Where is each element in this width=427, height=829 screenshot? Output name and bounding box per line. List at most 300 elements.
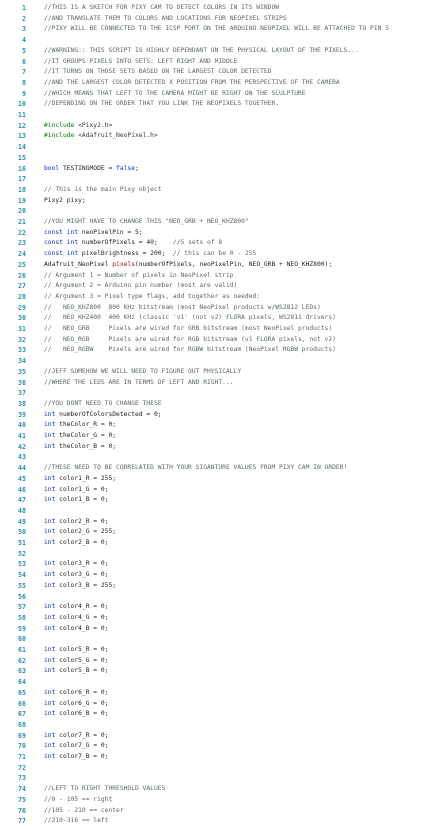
line-number: 76 bbox=[18, 806, 26, 815]
code-text bbox=[44, 78, 427, 89]
code-token-include: <Pixy2.h> bbox=[74, 121, 113, 129]
line-number: 74 bbox=[18, 785, 26, 794]
code-token-keyword: int bbox=[44, 624, 56, 632]
code-line bbox=[0, 410, 427, 421]
line-number: 77 bbox=[18, 817, 26, 826]
code-token-text: Pixy2 pixy; bbox=[44, 196, 86, 204]
code-token-keyword: int bbox=[44, 581, 56, 589]
code-line bbox=[0, 24, 427, 35]
code-token-comment: // NEO_GRB Pixels are wired for GRB bitstream (most NeoPixel products) bbox=[44, 325, 333, 332]
code-token-func: pixels bbox=[112, 260, 135, 268]
code-token-comment: //LEFT TO RIGHT THRESHOLD VALUES bbox=[44, 785, 166, 793]
code-text bbox=[44, 666, 427, 677]
line-number: 20 bbox=[18, 207, 26, 216]
line-number: 61 bbox=[18, 646, 26, 654]
code-line bbox=[0, 613, 427, 624]
code-token-text: TESTINGMODE = bbox=[59, 164, 117, 172]
code-token-comment: //0 - 105 == right bbox=[44, 795, 113, 803]
code-token-text: theColor_R = 0; bbox=[55, 421, 117, 429]
code-text bbox=[44, 399, 427, 410]
code-text bbox=[44, 645, 427, 656]
code-text bbox=[44, 570, 427, 581]
line-number: 5 bbox=[22, 46, 26, 55]
code-token-text: color5_B = 0; bbox=[55, 667, 109, 675]
code-line bbox=[0, 720, 427, 731]
code-text bbox=[44, 131, 427, 142]
line-number: 36 bbox=[18, 378, 26, 387]
code-line bbox=[0, 206, 427, 217]
line-number: 52 bbox=[18, 549, 26, 558]
line-number: 62 bbox=[18, 656, 26, 665]
code-text bbox=[44, 581, 427, 592]
code-token-text: pixelBrightness = 200; bbox=[78, 250, 173, 258]
code-token-text: color7_B = 0; bbox=[55, 753, 109, 760]
line-number: 14 bbox=[18, 143, 26, 152]
code-line bbox=[0, 624, 427, 635]
code-text bbox=[44, 271, 427, 282]
code-text bbox=[44, 431, 427, 442]
code-line bbox=[0, 431, 427, 442]
code-text bbox=[44, 559, 427, 570]
code-line bbox=[0, 35, 427, 46]
code-token-text: color4_B = 0; bbox=[55, 624, 109, 632]
code-text bbox=[44, 517, 427, 528]
code-line bbox=[0, 420, 427, 431]
code-token-text: color2_B = 0; bbox=[55, 539, 109, 546]
code-line bbox=[0, 303, 427, 314]
code-token-comment: // NEO_KHZ800 800 KHz bitstream (most NeoPixel products w/WS2812 LEDs) bbox=[44, 303, 321, 311]
code-line bbox=[0, 506, 427, 517]
code-token-include: <Adafruit_NeoPixel.h> bbox=[74, 132, 158, 140]
code-token-comment: // NEO_RGB Pixels are wired for RGB bitstream (v1 FLORA pixels, not v2) bbox=[44, 335, 336, 343]
line-number: 33 bbox=[18, 346, 26, 355]
code-token-text: theColor_B = 0; bbox=[55, 442, 117, 450]
code-line bbox=[0, 741, 427, 752]
code-line bbox=[0, 592, 427, 603]
code-token-keyword: int bbox=[44, 410, 56, 418]
line-number: 53 bbox=[18, 560, 26, 569]
code-token-keyword: const bbox=[44, 228, 63, 236]
code-line bbox=[0, 816, 427, 827]
code-token-keyword: int bbox=[44, 613, 56, 621]
code-token-keyword: int bbox=[44, 485, 56, 493]
code-line bbox=[0, 656, 427, 667]
line-number: 29 bbox=[18, 303, 26, 312]
code-token-keyword: int bbox=[44, 656, 56, 664]
line-number: 26 bbox=[18, 271, 26, 280]
line-number: 60 bbox=[18, 635, 26, 644]
code-token-keyword: int bbox=[44, 421, 56, 429]
code-text bbox=[44, 99, 427, 110]
code-line bbox=[0, 260, 427, 271]
code-token-comment: //105 - 210 == center bbox=[44, 806, 124, 814]
code-text bbox=[44, 463, 427, 474]
code-text bbox=[44, 410, 427, 421]
code-token-keyword: int bbox=[44, 603, 56, 611]
code-text bbox=[44, 784, 427, 795]
code-line bbox=[0, 153, 427, 164]
code-token-text: theColor_G = 0; bbox=[55, 432, 117, 439]
code-line bbox=[0, 89, 427, 100]
code-line bbox=[0, 78, 427, 89]
code-token-comment: //WHICH MEANS THAT LEFT TO THE CAMERA MIGHT BE RIGHT ON THE SCULPTURE bbox=[44, 89, 306, 97]
line-number: 18 bbox=[18, 185, 26, 194]
code-token-keyword: int bbox=[44, 688, 56, 696]
code-line bbox=[0, 773, 427, 784]
line-number: 27 bbox=[18, 282, 26, 291]
code-text bbox=[44, 303, 427, 314]
code-text bbox=[44, 752, 427, 763]
code-line bbox=[0, 335, 427, 346]
code-token-comment: //5 sets of 8 bbox=[172, 239, 223, 247]
code-line bbox=[0, 238, 427, 249]
code-line bbox=[0, 228, 427, 239]
code-line bbox=[0, 666, 427, 677]
code-text bbox=[44, 324, 427, 335]
code-text bbox=[44, 527, 427, 538]
line-number: 4 bbox=[22, 36, 26, 45]
code-token-comment: // Argument 3 = Pixel type flags, add together as needed: bbox=[44, 292, 261, 300]
code-token-text: (numberOfPixels, neoPixelPin, NEO_GRB + NEO_KHZ800); bbox=[135, 260, 333, 268]
code-token-keyword: int bbox=[44, 474, 56, 482]
code-token-comment: //YOU DONT NEED TO CHANGE THESE bbox=[44, 399, 162, 407]
code-line bbox=[0, 752, 427, 763]
code-line bbox=[0, 292, 427, 303]
code-token-comment: // This is the main Pixy object bbox=[44, 185, 162, 193]
code-token-keyword: false bbox=[116, 164, 136, 172]
code-line bbox=[0, 399, 427, 410]
line-number: 55 bbox=[18, 581, 26, 590]
code-text bbox=[44, 367, 427, 378]
code-token-keyword: int bbox=[66, 250, 79, 258]
code-line bbox=[0, 367, 427, 378]
line-number: 73 bbox=[18, 774, 26, 783]
code-token-comment: //THIS IS A SKETCH FOR PIXY CAM TO DETECT COLORS IN ITS WINDOW bbox=[44, 4, 280, 11]
code-text bbox=[44, 57, 427, 68]
code-token-comment: //YOU MIGHT HAVE TO CHANGE THIS "NEO_GRB + NEO_KHZ800" bbox=[44, 218, 249, 225]
code-line bbox=[0, 517, 427, 528]
line-number: 46 bbox=[18, 485, 26, 494]
code-line bbox=[0, 57, 427, 68]
code-text bbox=[44, 67, 427, 78]
line-number: 2 bbox=[22, 14, 26, 23]
line-number: 50 bbox=[18, 528, 26, 537]
code-token-text: color2_R = 0; bbox=[55, 517, 109, 525]
line-number: 40 bbox=[18, 421, 26, 430]
code-text bbox=[44, 121, 427, 132]
line-number: 58 bbox=[18, 613, 26, 622]
code-line bbox=[0, 474, 427, 485]
line-number: 28 bbox=[18, 292, 26, 301]
code-line bbox=[0, 527, 427, 538]
line-number: 47 bbox=[18, 496, 26, 505]
code-token-comment: //AND THE LARGEST COLOR DETECTED X POSITION FROM THE PERSPECTIVE OF THE CAMERA bbox=[44, 78, 340, 86]
line-number: 35 bbox=[18, 367, 26, 376]
code-text bbox=[44, 3, 427, 14]
code-token-comment: //THESE NEED TO BE CORRELATED WITH YOUR SIGANTURE VALUES FROM PIXY CAM IN ORDER! bbox=[44, 464, 348, 472]
code-token-comment: //WARNING:: THIS SCRIPT IS HIGHLY DEPENDANT ON THE PHYSICAL LAYOUT OF THE PIXELS... bbox=[44, 46, 359, 54]
line-number: 10 bbox=[18, 100, 26, 109]
line-number: 57 bbox=[18, 603, 26, 612]
line-number: 59 bbox=[18, 624, 26, 633]
code-token-comment: //WHERE THE LEDS ARE IN TERMS OF LEFT AND RIGHT... bbox=[44, 378, 234, 386]
code-token-keyword: int bbox=[44, 753, 56, 760]
line-number: 19 bbox=[18, 196, 26, 205]
code-token-keyword: int bbox=[44, 699, 56, 707]
line-number: 66 bbox=[18, 699, 26, 708]
code-token-text: color5_G = 0; bbox=[55, 656, 109, 664]
line-number: 65 bbox=[18, 688, 26, 697]
code-text bbox=[44, 688, 427, 699]
code-line bbox=[0, 110, 427, 121]
code-token-preproc: #include bbox=[44, 132, 75, 140]
code-text bbox=[44, 378, 427, 389]
code-token-text: neoPixelPin = 5; bbox=[78, 228, 143, 236]
code-text bbox=[44, 731, 427, 742]
line-number: 41 bbox=[18, 432, 26, 440]
code-text bbox=[44, 699, 427, 710]
code-token-keyword: int bbox=[44, 646, 56, 653]
code-text bbox=[44, 495, 427, 506]
code-line bbox=[0, 538, 427, 549]
code-line bbox=[0, 3, 427, 14]
code-token-text: color4_G = 0; bbox=[55, 613, 109, 621]
line-number: 44 bbox=[18, 464, 26, 473]
code-text bbox=[44, 709, 427, 720]
code-line bbox=[0, 142, 427, 153]
code-line bbox=[0, 645, 427, 656]
line-number: 38 bbox=[18, 399, 26, 408]
code-token-comment: // NEO_KHZ400 400 KHz (classic 'v1' (not v2) FLORA pixels, WS2811 drivers) bbox=[44, 314, 336, 322]
code-text bbox=[44, 164, 427, 175]
code-token-keyword: int bbox=[44, 560, 56, 568]
code-token-keyword: int bbox=[66, 239, 79, 247]
line-number: 17 bbox=[18, 175, 26, 184]
code-token-keyword: int bbox=[44, 517, 56, 525]
code-token-text: color2_G = 255; bbox=[55, 528, 117, 536]
code-line bbox=[0, 378, 427, 389]
code-text bbox=[44, 816, 427, 827]
code-line bbox=[0, 784, 427, 795]
code-text bbox=[44, 24, 427, 35]
code-token-keyword: int bbox=[44, 442, 56, 450]
code-text bbox=[44, 335, 427, 346]
code-line bbox=[0, 463, 427, 474]
code-line bbox=[0, 46, 427, 57]
code-token-text: color3_B = 255; bbox=[55, 581, 117, 589]
code-text bbox=[44, 228, 427, 239]
code-line bbox=[0, 99, 427, 110]
code-line bbox=[0, 699, 427, 710]
line-number: 37 bbox=[18, 389, 26, 398]
code-token-keyword: int bbox=[44, 667, 56, 675]
code-text bbox=[44, 741, 427, 752]
line-number: 68 bbox=[18, 720, 26, 729]
line-number: 31 bbox=[18, 325, 26, 333]
code-text bbox=[44, 806, 427, 817]
line-number: 69 bbox=[18, 731, 26, 740]
line-number: 67 bbox=[18, 710, 26, 719]
code-token-text: Adafruit_NeoPixel bbox=[44, 260, 113, 268]
code-text bbox=[44, 292, 427, 303]
line-number: 71 bbox=[18, 753, 26, 761]
code-line bbox=[0, 249, 427, 260]
code-line bbox=[0, 795, 427, 806]
line-number: 75 bbox=[18, 795, 26, 804]
code-token-keyword: int bbox=[44, 731, 56, 739]
code-line bbox=[0, 570, 427, 581]
code-text bbox=[44, 249, 427, 260]
code-token-comment: //IT TURNS ON THOSE SETS BASED ON THE LARGEST COLOR DETECTED bbox=[44, 68, 272, 76]
line-number: 22 bbox=[18, 228, 26, 237]
code-token-keyword: int bbox=[44, 432, 56, 439]
code-token-text: color1_G = 0; bbox=[55, 485, 109, 493]
code-text bbox=[44, 238, 427, 249]
line-number: 16 bbox=[18, 164, 26, 173]
line-number: 32 bbox=[18, 335, 26, 344]
code-line bbox=[0, 688, 427, 699]
line-number: 39 bbox=[18, 410, 26, 419]
code-line bbox=[0, 763, 427, 774]
line-number: 54 bbox=[18, 571, 26, 580]
code-text bbox=[44, 474, 427, 485]
line-number: 7 bbox=[22, 68, 26, 77]
code-token-text: color3_R = 0; bbox=[55, 560, 109, 568]
code-line bbox=[0, 131, 427, 142]
code-token-keyword: int bbox=[44, 710, 56, 718]
code-text bbox=[44, 196, 427, 207]
code-text bbox=[44, 345, 427, 356]
code-token-comment: // Argument 1 = Number of pixels in NeoPixel strip bbox=[44, 271, 234, 279]
code-line bbox=[0, 581, 427, 592]
code-line bbox=[0, 485, 427, 496]
line-number: 21 bbox=[18, 218, 26, 226]
code-line bbox=[0, 677, 427, 688]
code-token-text: color6_R = 0; bbox=[55, 688, 109, 696]
code-token-keyword: int bbox=[44, 496, 56, 504]
line-number: 56 bbox=[18, 592, 26, 601]
line-number: 11 bbox=[18, 111, 26, 119]
code-token-text: color7_G = 0; bbox=[55, 742, 109, 750]
code-token-keyword: const bbox=[44, 250, 63, 258]
code-token-keyword: const bbox=[44, 239, 63, 247]
code-token-keyword: int bbox=[44, 571, 56, 579]
code-text bbox=[44, 281, 427, 292]
code-token-comment: // this can be 0 - 255 bbox=[172, 250, 257, 258]
line-number: 45 bbox=[18, 474, 26, 483]
line-number: 34 bbox=[18, 357, 26, 366]
code-line bbox=[0, 388, 427, 399]
code-token-text: numberOfColorsDetected = 0; bbox=[55, 410, 162, 418]
code-token-comment: // Argument 2 = Arduino pin number (most are valid) bbox=[44, 282, 238, 290]
code-token-preproc: #include bbox=[44, 121, 75, 129]
code-text bbox=[44, 624, 427, 635]
code-token-text: color7_R = 0; bbox=[55, 731, 109, 739]
code-line bbox=[0, 271, 427, 282]
line-number: 70 bbox=[18, 742, 26, 751]
code-token-text: color1_R = 255; bbox=[55, 474, 117, 482]
code-line bbox=[0, 324, 427, 335]
code-text bbox=[44, 613, 427, 624]
line-number: 72 bbox=[18, 763, 26, 772]
code-line bbox=[0, 634, 427, 645]
code-text bbox=[44, 185, 427, 196]
line-number: 48 bbox=[18, 506, 26, 515]
code-line bbox=[0, 185, 427, 196]
code-token-text: color6_B = 0; bbox=[55, 710, 109, 718]
code-token-text: color5_R = 0; bbox=[55, 646, 109, 653]
line-number: 13 bbox=[18, 132, 26, 141]
code-text bbox=[44, 656, 427, 667]
code-line bbox=[0, 442, 427, 453]
code-line bbox=[0, 495, 427, 506]
code-token-text: ; bbox=[135, 164, 139, 172]
code-text bbox=[44, 14, 427, 25]
code-token-text: numberOfPixels = 40; bbox=[78, 239, 173, 247]
code-token-comment: //DEPENDING ON THE ORDER THAT YOU LINK THE NEOPIXELS TOGETHER. bbox=[44, 100, 280, 108]
line-number: 8 bbox=[22, 78, 26, 87]
code-line bbox=[0, 196, 427, 207]
line-number: 12 bbox=[18, 121, 26, 130]
code-text bbox=[44, 217, 427, 228]
code-line bbox=[0, 164, 427, 175]
code-text bbox=[44, 46, 427, 57]
line-number: 24 bbox=[18, 250, 26, 259]
code-token-keyword: int bbox=[44, 528, 56, 536]
code-line bbox=[0, 731, 427, 742]
code-text bbox=[44, 485, 427, 496]
line-number: 42 bbox=[18, 442, 26, 451]
code-token-comment: //JEFF SOMEHOW WE WILL NEED TO FIGURE OUT PHYSICALLY bbox=[44, 367, 242, 375]
code-text bbox=[44, 795, 427, 806]
line-number: 25 bbox=[18, 260, 26, 269]
line-number: 64 bbox=[18, 678, 26, 687]
code-line bbox=[0, 559, 427, 570]
line-number: 15 bbox=[18, 153, 26, 162]
line-number: 23 bbox=[18, 239, 26, 248]
code-line bbox=[0, 452, 427, 463]
code-token-text: color3_G = 0; bbox=[55, 571, 109, 579]
code-line bbox=[0, 281, 427, 292]
code-token-keyword: int bbox=[44, 539, 56, 546]
code-line bbox=[0, 313, 427, 324]
code-line bbox=[0, 67, 427, 78]
line-number: 43 bbox=[18, 453, 26, 462]
code-line bbox=[0, 14, 427, 25]
code-token-keyword: int bbox=[66, 228, 79, 236]
code-line bbox=[0, 806, 427, 817]
code-token-comment: //IT GROUPS PIXELS INTO SETS: LEFT RIGHT AND MIDDLE bbox=[44, 57, 238, 65]
code-token-text: color4_R = 0; bbox=[55, 603, 109, 611]
code-line bbox=[0, 121, 427, 132]
code-line bbox=[0, 345, 427, 356]
code-token-comment: //210-316 == left bbox=[44, 817, 109, 825]
code-line bbox=[0, 549, 427, 560]
code-token-keyword: bool bbox=[44, 164, 60, 172]
code-text bbox=[44, 313, 427, 324]
line-number: 6 bbox=[22, 57, 26, 66]
code-text bbox=[44, 538, 427, 549]
code-text bbox=[44, 442, 427, 453]
code-token-comment: //AND TRANSLATE THEM TO COLORS AND LOCATIONS FOR NEOPIXEL STRIPS bbox=[44, 14, 287, 22]
code-text bbox=[44, 89, 427, 100]
code-text bbox=[44, 602, 427, 613]
code-line bbox=[0, 709, 427, 720]
line-number: 63 bbox=[18, 667, 26, 676]
code-token-keyword: int bbox=[44, 742, 56, 750]
line-number: 51 bbox=[18, 539, 26, 547]
line-number: 49 bbox=[18, 517, 26, 526]
